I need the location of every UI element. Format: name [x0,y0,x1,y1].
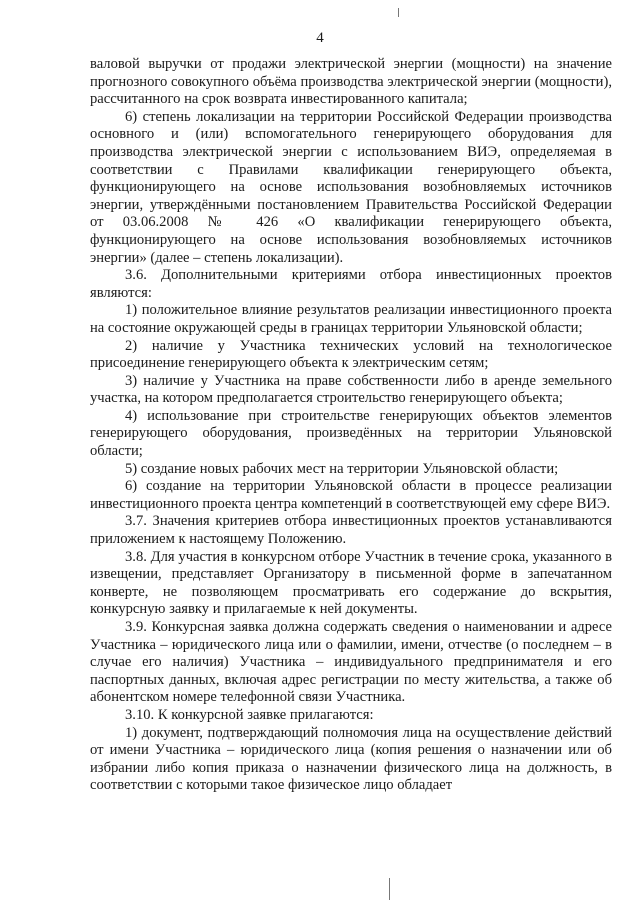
scan-mark-top [398,8,399,17]
paragraph: 5) создание новых рабочих мест на территории Ульяновской области; [125,460,559,477]
paragraph: 6) степень локализации на территории Российской Федерации производства основного и (или) вспомогательного генерирующего оборудования для производства электрической энергии с использованием ВИЭ, определяемая в соответствии с Правилами квалификации генерирующего объекта, функционирующего на основе использования возобновляемых источников энергии, утверждёнными постановлением Правительства Российской Федерации от 03.06.2008 № 426 «О квалификации генерирующего объекта, функционирующего на основе использования возобновляемых источников энергии» (далее – степень локализации). [90,108,612,266]
paragraph: 1) документ, подтверждающий полномочия лица на осуществление действий от имени Участника – юридического лица (копия решения о назначении или об избрании либо копия приказа о назначении физического лица на должность, в соответствии с которыми такое физическое лицо обладает [90,724,612,794]
paragraph: 6) создание на территории Ульяновской области в процессе реализации инвестиционного проекта центра компетенций в соответствующей ему сфере ВИЭ. [90,478,612,512]
scan-mark-bottom [389,878,390,900]
paragraph: 3.7. Значения критериев отбора инвестиционных проектов устанавливаются приложением к настоящему Положению. [90,513,612,548]
page-number: 4 [316,30,324,46]
paragraph: 2) наличие у Участника технических условий на технологическое присоединение генерирующего объекта к электрическим сетям; [90,337,612,372]
paragraph: 3.6. Дополнительными критериями отбора инвестиционных проектов являются: [90,267,612,301]
paragraph: валовой выручки от продажи электрической энергии (мощности) на значение прогнозного совокупного объёма производства электрической энергии (мощности), рассчитанного на срок возврата инвестированного капитала; [90,56,612,108]
body-text [90,56,612,795]
paragraph: 3.9. Конкурсная заявка должна содержать сведения о наименовании и адресе Участника – юридического лица или о фамилии, имени, отчестве (о последнем – в случае его наличия) Участника – индивидуального предпринимателя и его паспортных данных, включая адрес регистрации по месту жительства, а также об абонентском номере телефонной связи Участника. [90,619,612,706]
paragraph: 3) наличие у Участника на праве собственности либо в аренде земельного участка, на котором предполагается строительство генерирующего объекта; [90,372,612,407]
paragraph: 3.8. Для участия в конкурсном отборе Участник в течение срока, указанного в извещении, представляет Организатору в письменной форме в запечатанном конверте, не позволяющем просматривать его содержание до вскрытия, конкурсную заявку и прилагаемые к ней документы. [90,548,612,618]
paragraph: 1) положительное влияние результатов реализации инвестиционного проекта на состояние окружающей среды в границах территории Ульяновской области; [90,302,612,336]
paragraph: 4) использование при строительстве генерирующих объектов элементов генерирующего оборудования, произведённых на территории Ульяновской области; [90,407,612,460]
paragraph: 3.10. К конкурсной заявке прилагаются: [125,706,374,723]
